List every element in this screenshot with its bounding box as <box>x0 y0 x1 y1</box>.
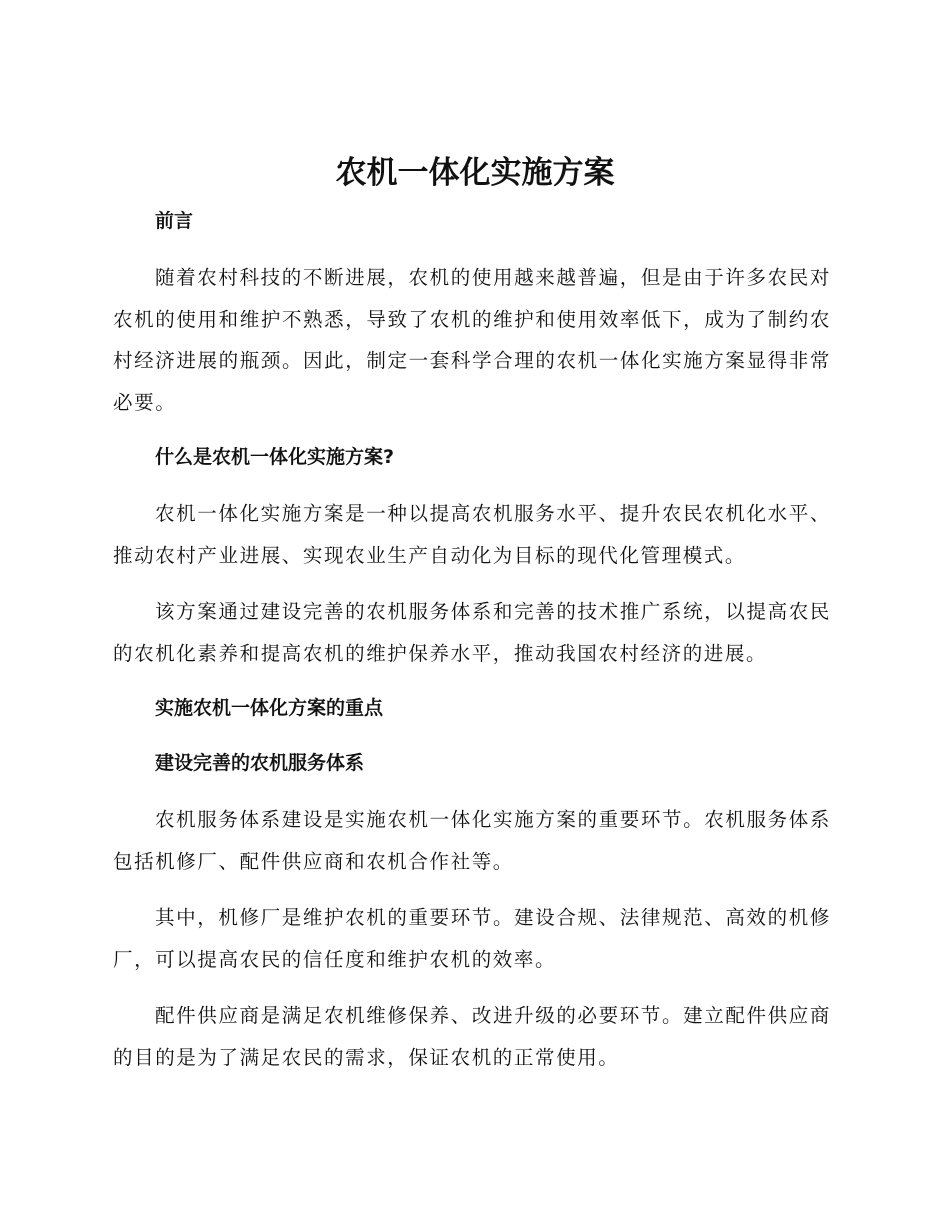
section-heading-preface: 前言 <box>155 210 194 232</box>
paragraph: 农机服务体系建设是实施农机一体化实施方案的重要环节。农机服务体系包括机修厂、配件供应商和农机合作社等。 <box>113 808 831 873</box>
paragraph: 该方案通过建设完善的农机服务体系和完善的技术推广系统，以提高农民的农机化素养和提高农机的维护保养水平，推动我国农村经济的进展。 <box>113 600 831 665</box>
paragraph: 配件供应商是满足农机维修保养、改进升级的必要环节。建立配件供应商的目的是为了满足农民的需求，保证农机的正常使用。 <box>113 1004 831 1069</box>
paragraph: 其中，机修厂是维护农机的重要环节。建设合规、法律规范、高效的机修厂，可以提高农民的信任度和维护农机的效率。 <box>113 906 831 971</box>
subsection-heading-service-system: 建设完善的农机服务体系 <box>155 752 365 774</box>
paragraph: 随着农村科技的不断进展，农机的使用越来越普遍，但是由于许多农民对农机的使用和维护不熟悉，导致了农机的维护和使用效率低下，成为了制约农村经济进展的瓶颈。因此，制定一套科学合理的农机一体化实施方案显得非常必要。 <box>113 266 831 414</box>
document-body <box>113 202 831 1093</box>
paragraph: 农机一体化实施方案是一种以提高农机服务水平、提升农民农机化水平、推动农村产业进展、实现农业生产自动化为目标的现代化管理模式。 <box>113 502 831 567</box>
section-heading-key-points: 实施农机一体化方案的重点 <box>155 697 384 719</box>
document-title: 农机一体化实施方案 <box>335 155 615 191</box>
section-heading-what-is: 什么是农机一体化实施方案? <box>155 446 395 468</box>
